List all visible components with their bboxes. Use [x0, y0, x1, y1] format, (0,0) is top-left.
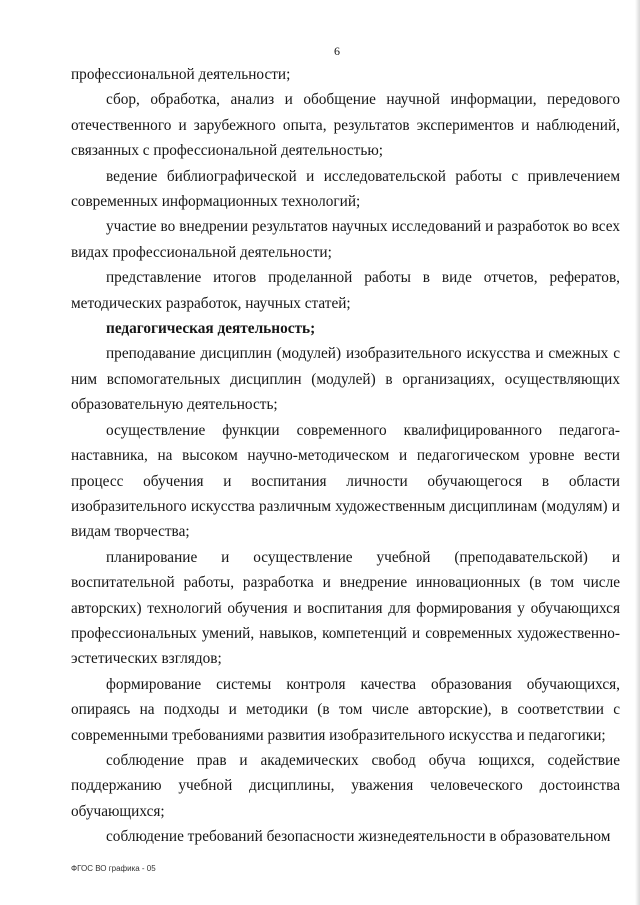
footer-code: ФГОС ВО графика - 05 [71, 864, 156, 873]
paragraph-quality-control: формирование системы контроля качества образования обучающихся, опираясь на подходы и методики (в том числе авторские), в соответствии с современными требованиями развития изобразительного искусства и педагогики; [71, 675, 620, 744]
paragraph-research-implementation: участие во внедрении результатов научных исследований и разработок во всех видах профессиональной деятельности; [71, 218, 620, 261]
paragraph-continuation: профессиональной деятельности; [71, 66, 291, 83]
paragraph-data-collection: сбор, обработка, анализ и обобщение научной информации, передового отечественного и зарубежного опыта, результатов экспериментов и наблюдений, связанных с профессиональной деятельностью; [71, 91, 620, 160]
paragraph-bibliographic-work: ведение библиографической и исследовательской работы с привлечением современных информационных технологий; [71, 167, 620, 211]
section-heading-pedagogical: педагогическая деятельность; [106, 320, 316, 338]
paragraph-teaching: преподавание дисциплин (модулей) изобразительного искусства и смежных с ним вспомогательных дисциплин (модулей) в организациях, осуществляющих образовательную деятельность; [71, 345, 620, 414]
paragraph-results-presentation: представление итогов проделанной работы в виде отчетов, рефератов, методических разработок, научных статей; [71, 269, 620, 312]
paragraph-mentoring: осуществление функции современного квалифицированного педагога-наставника, на высоком научно-методическом и педагогическом уровне вести процесс обучения и воспитания личности обучающегося в области изобразительного искусства различным художественным дисциплинам (модулям) и видам творчества; [71, 421, 620, 541]
page-body [71, 62, 620, 850]
paragraph-safety: соблюдение требований безопасности жизнедеятельности в образовательном [106, 828, 611, 846]
paragraph-rights: соблюдение прав и академических свобод обуча ющихся, содействие поддержанию учебной дисциплины, уважения человеческого достоинства обучающихся; [71, 751, 620, 820]
paragraph-planning: планирование и осуществление учебной (преподавательской) и воспитательной работы, разработка и внедрение инновационных (в том числе авторских) технологий обучения и воспитания для формирования у обучающихся профессиональных умений, навыков, компетенций и современных художественно-эстетических взглядов; [71, 548, 620, 668]
scan-edge-shadow [635, 0, 640, 905]
page-number: 6 [334, 44, 340, 58]
